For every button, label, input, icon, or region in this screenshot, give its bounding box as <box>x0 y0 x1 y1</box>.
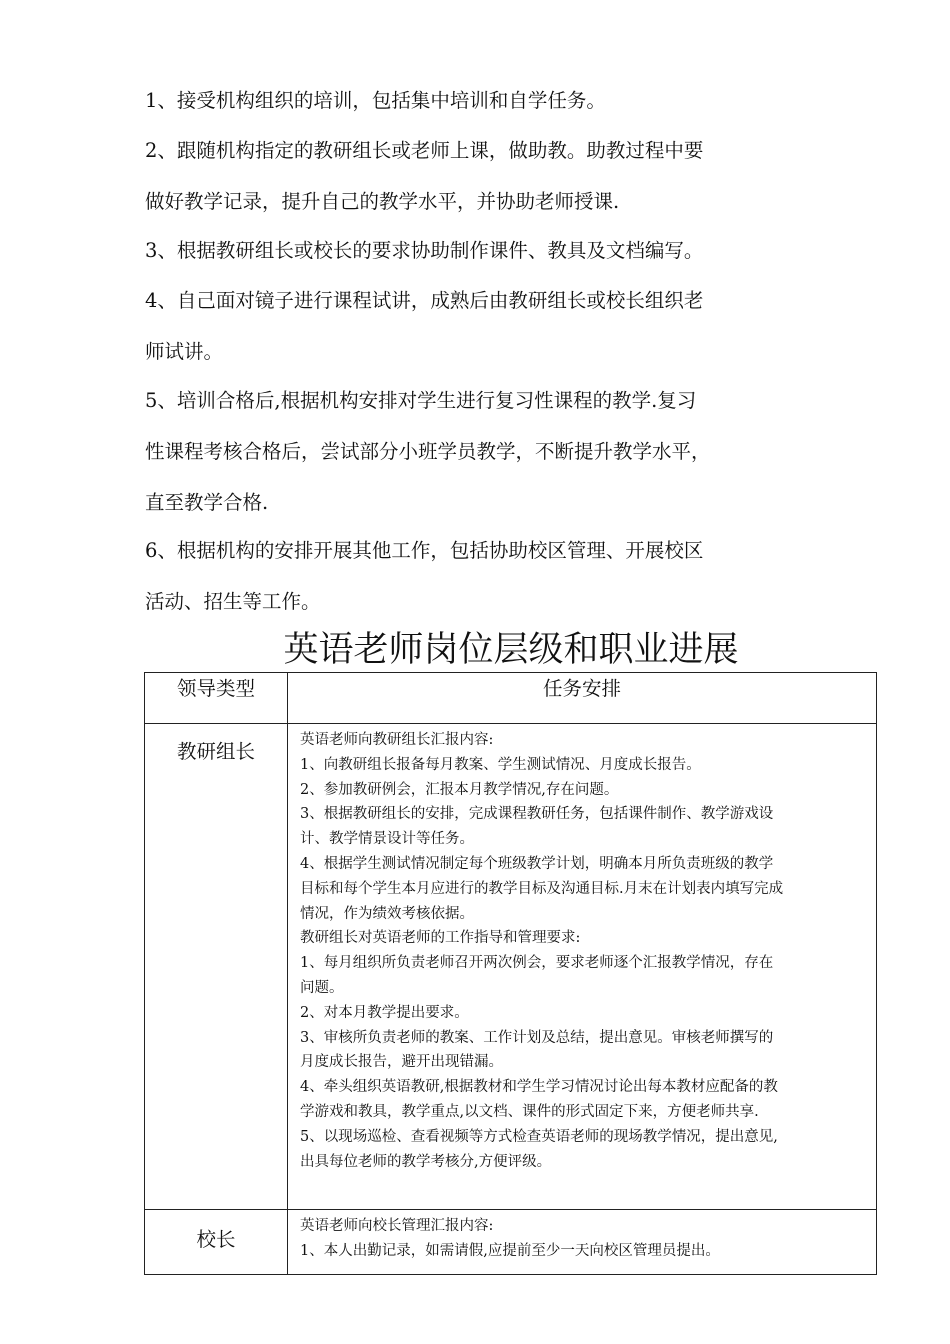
role-task-table <box>144 672 877 1275</box>
task-line: 3、根据教研组长的安排，完成课程教研任务，包括课件制作、教学游戏设 <box>300 806 774 823</box>
paragraph-line: 活动、招生等工作。 <box>145 590 321 613</box>
table-row <box>145 724 877 1210</box>
paragraph-line: 6、根据机构的安排开展其他工作，包括协助校区管理、开展校区 <box>145 539 704 562</box>
table-row <box>145 1210 877 1275</box>
paragraph-line: 1、接受机构组织的培训，包括集中培训和自学任务。 <box>145 89 606 112</box>
paragraph-line: 4、自己面对镜子进行课程试讲，成熟后由教研组长或校长组织老 <box>145 289 704 312</box>
paragraph-line: 师试讲。 <box>145 340 224 363</box>
task-cell <box>288 1210 877 1275</box>
paragraph-line: 3、根据教研组长或校长的要求协助制作课件、教具及文档编写。 <box>145 239 704 262</box>
paragraph-5 <box>145 375 810 528</box>
task-line: 教研组长对英语老师的工作指导和管理要求: <box>300 930 581 947</box>
task-line: 1、本人出勤记录，如需请假,应提前至少一天向校区管理员提出。 <box>300 1242 720 1259</box>
header-cell-role-type: 领导类型 <box>145 673 288 724</box>
paragraph-4 <box>145 275 810 377</box>
task-line: 3、审核所负责老师的教案、工作计划及总结，提出意见。审核老师撰写的 <box>300 1029 774 1046</box>
task-line: 2、对本月教学提出要求。 <box>300 1004 469 1021</box>
task-line: 5、以现场巡检、查看视频等方式检查英语老师的现场教学情况，提出意见, <box>300 1128 778 1145</box>
section-title: 英语老师岗位层级和职业进展 <box>283 630 739 670</box>
role-cell: 教研组长 <box>145 724 288 1210</box>
task-line: 计、教学情景设计等任务。 <box>300 831 474 848</box>
task-line: 情况，作为绩效考核依据。 <box>300 905 474 922</box>
task-line: 月度成长报告，避开出现错漏。 <box>300 1054 503 1071</box>
role-cell: 校长 <box>145 1210 288 1275</box>
paragraph-2 <box>145 125 810 227</box>
task-line: 1、每月组织所负责老师召开两次例会，要求老师逐个汇报教学情况，存在 <box>300 955 774 972</box>
paragraph-line: 性课程考核合格后，尝试部分小班学员教学，不断提升教学水平， <box>145 440 711 463</box>
task-cell <box>288 724 877 1210</box>
paragraph-line: 做好教学记录，提升自己的教学水平，并协助老师授课. <box>145 190 620 213</box>
paragraph-line: 直至教学合格. <box>145 491 269 514</box>
table-header-row <box>145 673 877 724</box>
task-line: 4、牵头组织英语教研,根据教材和学生学习情况讨论出每本教材应配备的教 <box>300 1079 778 1096</box>
task-line: 学游戏和教具，教学重点,以文档、课件的形式固定下来，方便老师共享. <box>300 1103 759 1120</box>
task-line: 2、参加教研例会，汇报本月教学情况,存在问题。 <box>300 781 619 798</box>
header-cell-task: 任务安排 <box>288 673 877 724</box>
paragraph-line: 5、培训合格后,根据机构安排对学生进行复习性课程的教学.复习 <box>145 389 697 412</box>
paragraph-3 <box>145 225 810 276</box>
task-line: 4、根据学生测试情况制定每个班级教学计划，明确本月所负责班级的教学 <box>300 855 774 872</box>
paragraph-line: 2、跟随机构指定的教研组长或老师上课，做助教。助教过程中要 <box>145 139 704 162</box>
task-line: 目标和每个学生本月应进行的教学目标及沟通目标.月末在计划表内填写完成 <box>300 880 784 897</box>
paragraph-1 <box>145 75 810 126</box>
task-line: 1、向教研组长报备每月教案、学生测试情况、月度成长报告。 <box>300 756 701 773</box>
task-line: 英语老师向校长管理汇报内容: <box>300 1218 494 1234</box>
task-line: 问题。 <box>300 979 344 996</box>
paragraph-6 <box>145 525 810 627</box>
task-line: 出具每位老师的教学考核分,方便评级。 <box>300 1153 552 1170</box>
task-line: 英语老师向教研组长汇报内容: <box>300 732 494 748</box>
